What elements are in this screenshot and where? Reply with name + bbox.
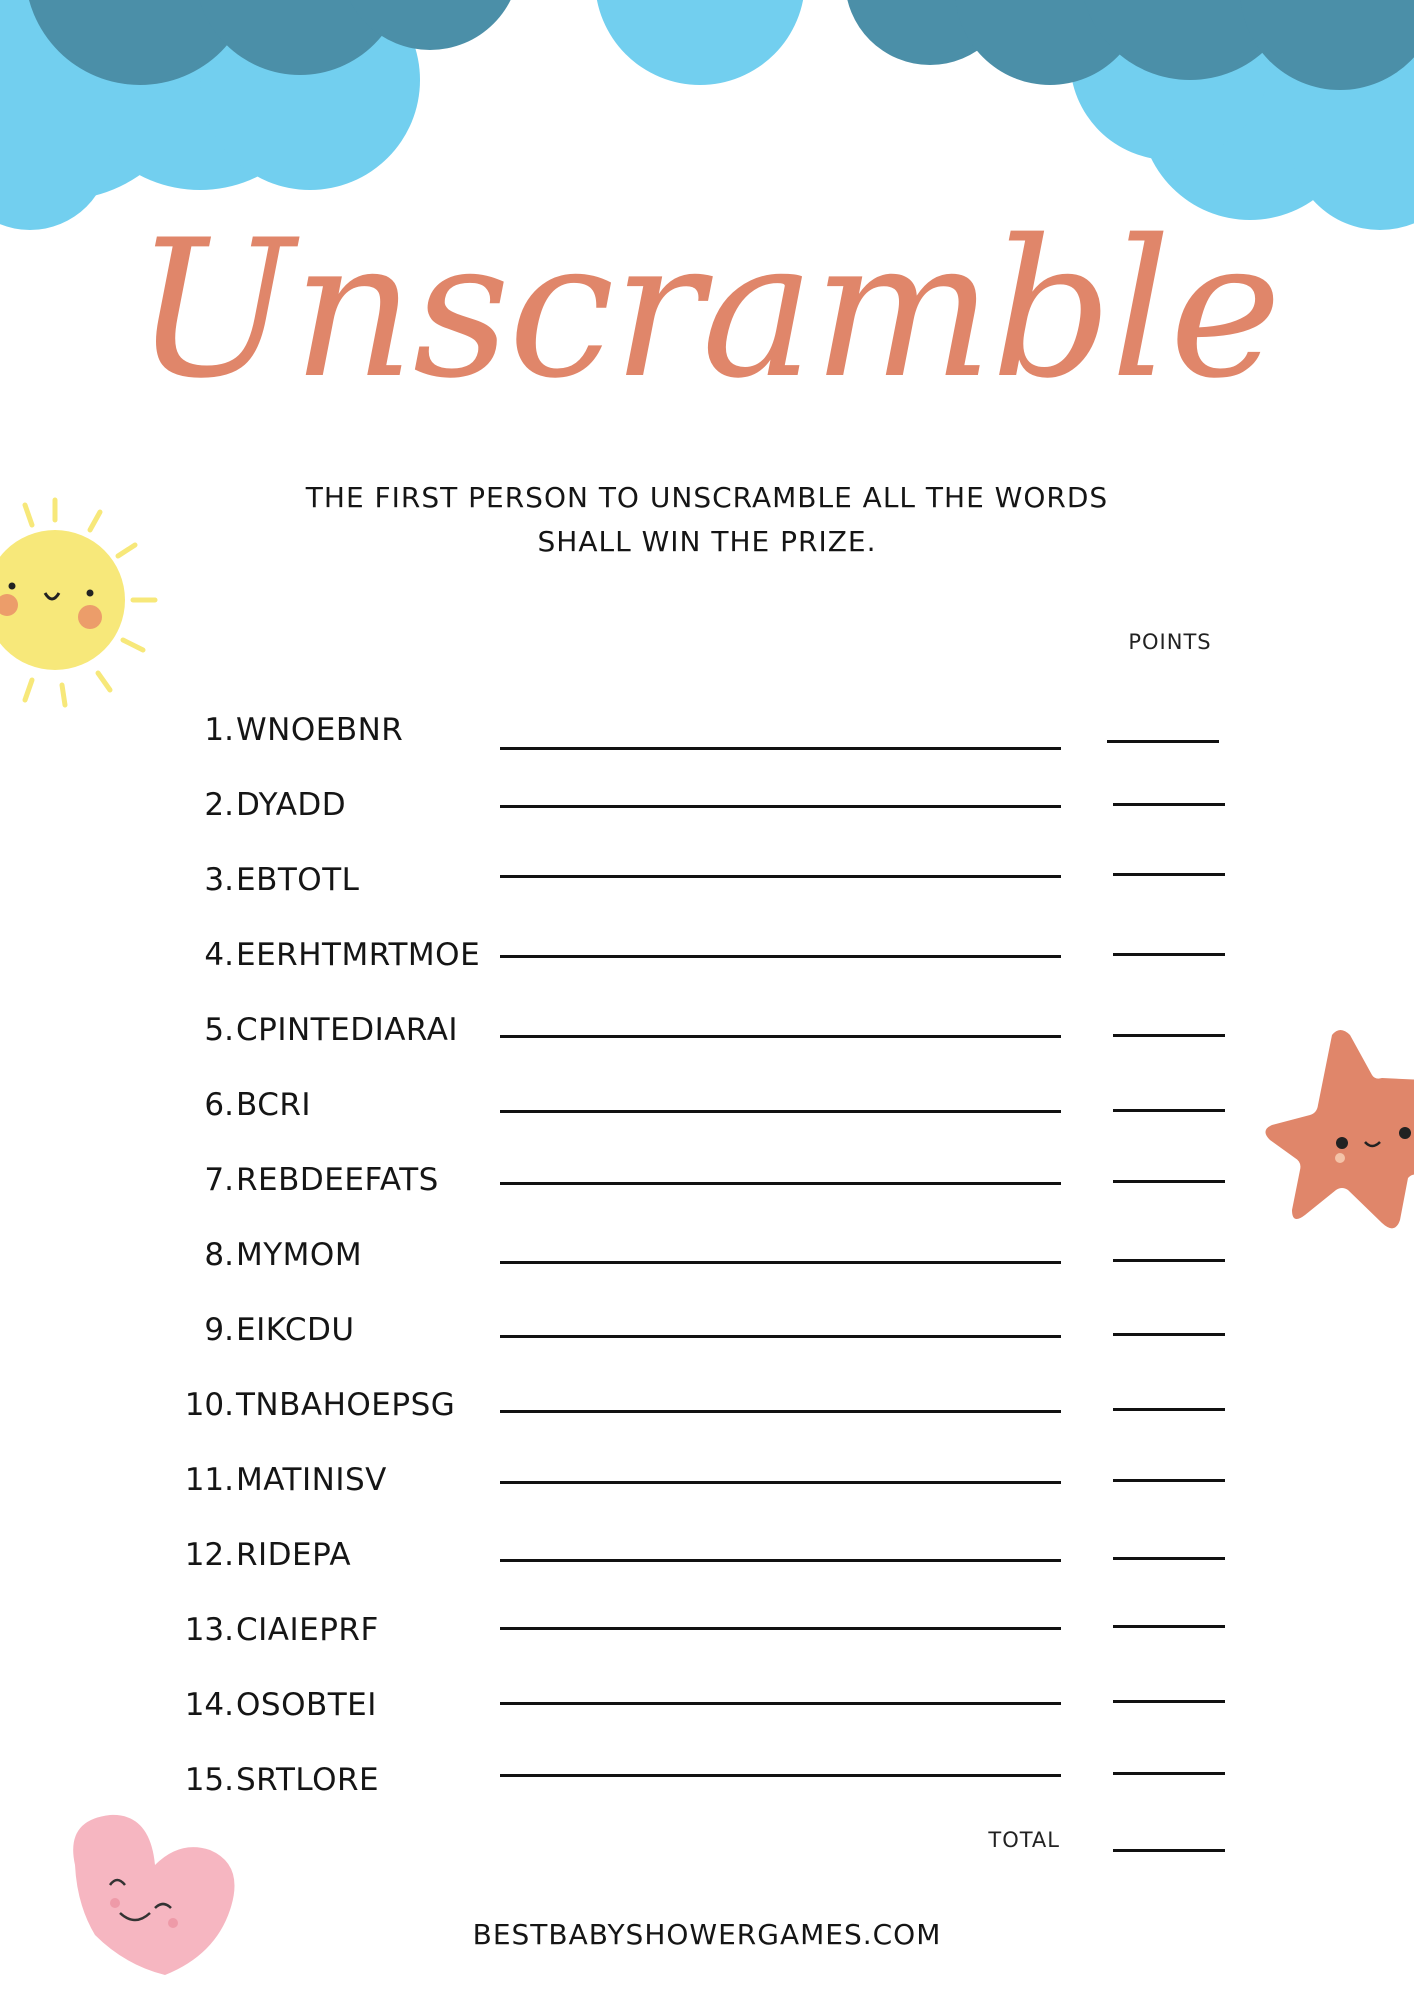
scrambled-word: WNOEBNR [236, 712, 404, 748]
list-item [0, 925, 1414, 999]
scrambled-word: BCRI [236, 1087, 312, 1123]
points-line[interactable] [1113, 1259, 1225, 1262]
answer-line[interactable] [500, 1335, 1061, 1338]
list-item [0, 1300, 1414, 1374]
list-item [0, 1525, 1414, 1599]
answer-line[interactable] [500, 1702, 1061, 1705]
answer-line[interactable] [500, 1559, 1061, 1562]
list-item [0, 1450, 1414, 1524]
points-line[interactable] [1113, 1109, 1225, 1112]
scrambled-word: SRTLORE [236, 1762, 380, 1798]
scrambled-word: EIKCDU [236, 1312, 355, 1348]
item-number: 3. [204, 862, 234, 898]
scrambled-word: DYADD [236, 787, 347, 823]
list-item [0, 1675, 1414, 1749]
item-number: 8. [204, 1237, 234, 1273]
item-number: 4. [204, 937, 234, 973]
points-line[interactable] [1113, 1180, 1225, 1183]
points-line[interactable] [1113, 1333, 1225, 1336]
item-number: 7. [204, 1162, 234, 1198]
heart-icon [55, 1805, 245, 1980]
item-number: 10. [184, 1387, 234, 1423]
answer-line[interactable] [500, 875, 1061, 878]
list-item [0, 1150, 1414, 1224]
scrambled-word: REBDEEFATS [236, 1162, 439, 1198]
answer-line[interactable] [500, 1627, 1061, 1630]
list-item [0, 775, 1414, 849]
scrambled-word: CPINTEDIARAI [236, 1012, 459, 1048]
scrambled-word: TNBAHOEPSG [236, 1387, 456, 1423]
scrambled-word: CIAIEPRF [236, 1612, 379, 1648]
points-line[interactable] [1113, 803, 1225, 806]
total-line[interactable] [1113, 1849, 1225, 1852]
answer-line[interactable] [500, 1182, 1061, 1185]
scrambled-word: RIDEPA [236, 1537, 352, 1573]
answer-line[interactable] [500, 747, 1061, 750]
page-title: Unscramble [134, 199, 1280, 420]
points-line[interactable] [1113, 1700, 1225, 1703]
answer-line[interactable] [500, 805, 1061, 808]
points-line[interactable] [1113, 1034, 1225, 1037]
item-number: 14. [184, 1687, 234, 1723]
answer-line[interactable] [500, 1035, 1061, 1038]
sun-icon [0, 490, 170, 720]
answer-line[interactable] [500, 1410, 1061, 1413]
item-number: 1. [204, 712, 234, 748]
points-line[interactable] [1113, 1772, 1225, 1775]
points-line[interactable] [1113, 953, 1225, 956]
scrambled-word: EBTOTL [236, 862, 360, 898]
item-number: 6. [204, 1087, 234, 1123]
scrambled-word: EERHTMRTMOE [236, 937, 481, 973]
instructions-line-2: SHALL WIN THE PRIZE. [537, 525, 877, 558]
item-number: 11. [184, 1462, 234, 1498]
answer-line[interactable] [500, 1261, 1061, 1264]
instructions-line-1: THE FIRST PERSON TO UNSCRAMBLE ALL THE WORDS [305, 481, 1109, 514]
list-item [0, 1075, 1414, 1149]
points-line[interactable] [1107, 740, 1219, 743]
item-number: 13. [184, 1612, 234, 1648]
points-line[interactable] [1113, 873, 1225, 876]
answer-line[interactable] [500, 1110, 1061, 1113]
list-item [0, 1000, 1414, 1074]
total-label: TOTAL [988, 1828, 1060, 1852]
answer-line[interactable] [500, 1481, 1061, 1484]
points-line[interactable] [1113, 1557, 1225, 1560]
list-item [0, 700, 1414, 774]
points-line[interactable] [1113, 1625, 1225, 1628]
points-line[interactable] [1113, 1479, 1225, 1482]
item-number: 15. [184, 1762, 234, 1798]
item-number: 2. [204, 787, 234, 823]
list-item [0, 1750, 1414, 1824]
instructions [257, 476, 1157, 564]
list-item [0, 1600, 1414, 1674]
item-number: 9. [204, 1312, 234, 1348]
answer-line[interactable] [500, 1774, 1061, 1777]
list-item [0, 850, 1414, 924]
list-item [0, 1375, 1414, 1449]
scrambled-word: MATINISV [236, 1462, 387, 1498]
list-item [0, 1225, 1414, 1299]
points-label: POINTS [1128, 630, 1212, 654]
points-line[interactable] [1113, 1408, 1225, 1411]
item-number: 12. [184, 1537, 234, 1573]
scrambled-word: OSOBTEI [236, 1687, 377, 1723]
scrambled-word: MYMOM [236, 1237, 363, 1273]
website-footer: BESTBABYSHOWERGAMES.COM [472, 1918, 942, 1951]
item-number: 5. [204, 1012, 234, 1048]
answer-line[interactable] [500, 955, 1061, 958]
